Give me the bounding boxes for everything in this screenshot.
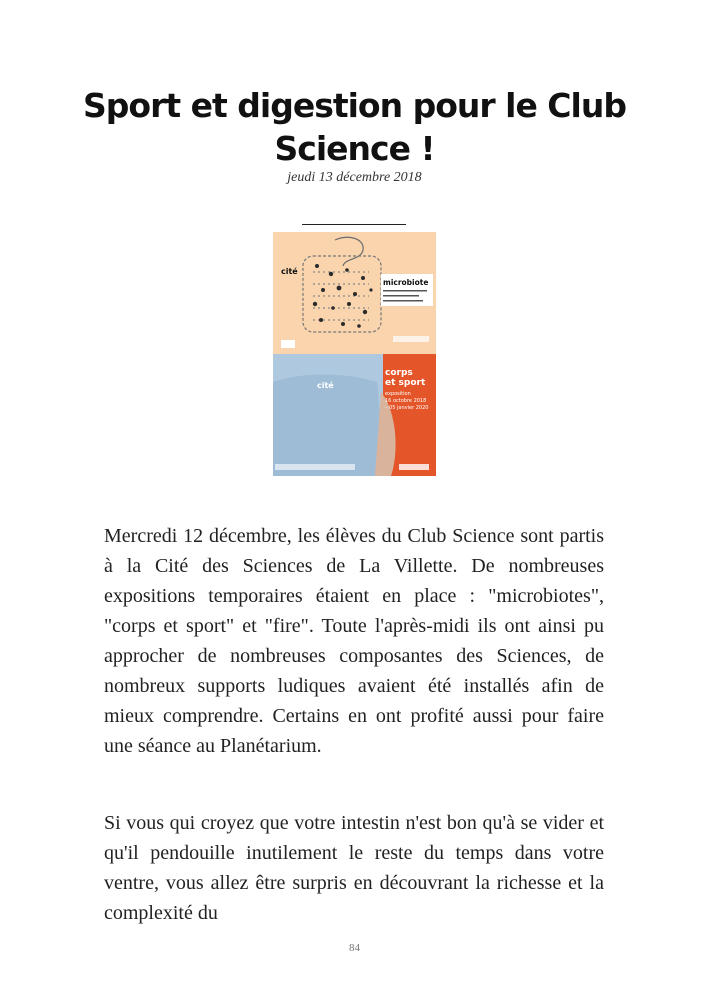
paragraph-1: Mercredi 12 décembre, les élèves du Club Science sont partis à la Cité des Sciences de La Villette. De nombreuses expositions temporaires étaient en place : "microbiotes", "corps et sport" et "fire". Toute l'après-midi ils ont ainsi pu approcher de nombreuses composantes des Sciences, de nombreux supports ludiques avaient été installés afin de mieux comprendre. Certains en ont profité aussi pour faire une séance au Planétarium. [104,525,604,757]
cite-logo-top: cité [281,267,298,276]
title-divider [302,224,406,225]
corps-heading: corps [385,368,413,378]
article-title: Sport et digestion pour le Club Science ! [83,86,626,168]
corps-et-sport-poster [273,354,436,476]
exposition-start-date: 16 octobre 2018 [385,398,427,404]
exposition-end-date: – 05 janvier 2020 [385,405,429,411]
page-number: 84 [349,942,360,954]
et-sport-heading: et sport [385,378,426,388]
exposition-label: exposition [385,391,411,397]
exhibition-posters-image [273,232,436,476]
article-date: jeudi 13 décembre 2018 [287,170,422,185]
cite-logo-bottom: cité [317,381,334,390]
paragraph-2: Si vous qui croyez que votre intestin n'est bon qu'à se vider et qu'il pendouille inutilement le reste du temps dans votre ventre, vous allez être surpris en découvrant la richesse et la complexité du [104,812,604,924]
microbiote-poster [273,232,436,354]
microbiote-heading: microbiote [383,278,429,287]
